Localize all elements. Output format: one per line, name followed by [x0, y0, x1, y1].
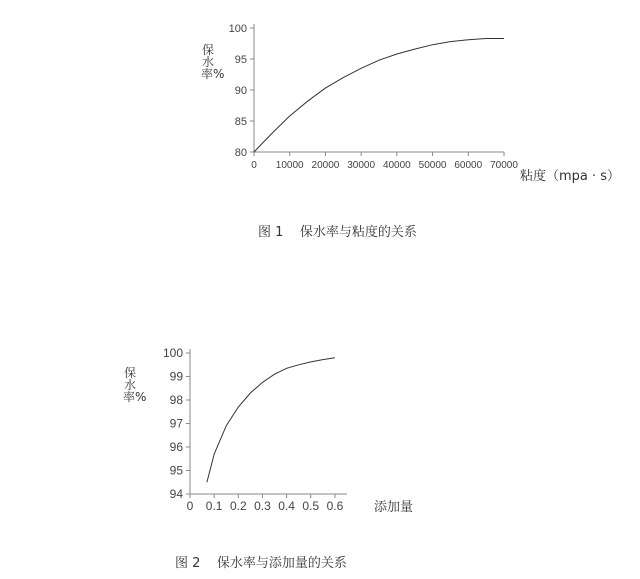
chart2-x-tick-label: 0 [186, 499, 194, 513]
chart1-y-tick-label: 95 [234, 54, 247, 66]
chart1-x-axis-label: 粘度（mpa · s） [520, 169, 621, 184]
chart2-y-tick-label: 100 [162, 346, 183, 360]
chart2-y-tick-label: 96 [169, 440, 183, 454]
chart1-x-tick-label: 30000 [347, 160, 376, 171]
chart2-x-tick-label: 0.6 [326, 499, 344, 513]
chart-dosage [0, 320, 640, 550]
chart1-x-tick-label: 0 [251, 160, 257, 171]
chart2-y-axis-label: 保水率% [123, 366, 147, 404]
chart2-x-tick-label: 0.3 [254, 499, 271, 513]
chart2-y-tick-label: 94 [169, 487, 183, 501]
chart2-y-tick-label: 95 [169, 463, 183, 478]
chart2-y-tick-label: 98 [169, 393, 183, 407]
chart1-caption: 图 1 保水率与粘度的关系 [258, 225, 417, 240]
chart1-y-tick-label: 80 [234, 147, 247, 159]
chart2-x-axis-label: 添加量 [374, 500, 414, 515]
chart2-x-tick-label: 0.1 [205, 499, 223, 513]
chart2-caption: 图 2 保水率与添加量的关系 [175, 556, 347, 571]
chart1-x-tick-label: 50000 [418, 160, 447, 171]
chart1-y-tick-label: 90 [234, 85, 247, 97]
chart1-y-tick-label: 100 [228, 23, 247, 35]
chart1-y-tick-label: 85 [234, 116, 247, 128]
chart2-x-tick-label: 0.2 [229, 499, 247, 513]
chart2-x-tick-label: 0.5 [302, 499, 320, 513]
chart2-series-line [207, 358, 335, 483]
chart1-x-tick-label: 10000 [275, 160, 304, 171]
chart1-x-tick-label: 40000 [382, 160, 411, 171]
chart2-y-tick-label: 97 [169, 416, 183, 431]
chart2-y-tick-label: 99 [169, 369, 183, 384]
chart1-x-tick-label: 70000 [490, 160, 518, 171]
chart1-y-axis-label: 保水率% [201, 43, 225, 81]
chart2-x-tick-label: 0.4 [278, 499, 295, 513]
chart1-x-tick-label: 20000 [311, 160, 340, 171]
chart1-series-line [254, 39, 504, 153]
chart1-x-tick-label: 60000 [454, 160, 483, 171]
